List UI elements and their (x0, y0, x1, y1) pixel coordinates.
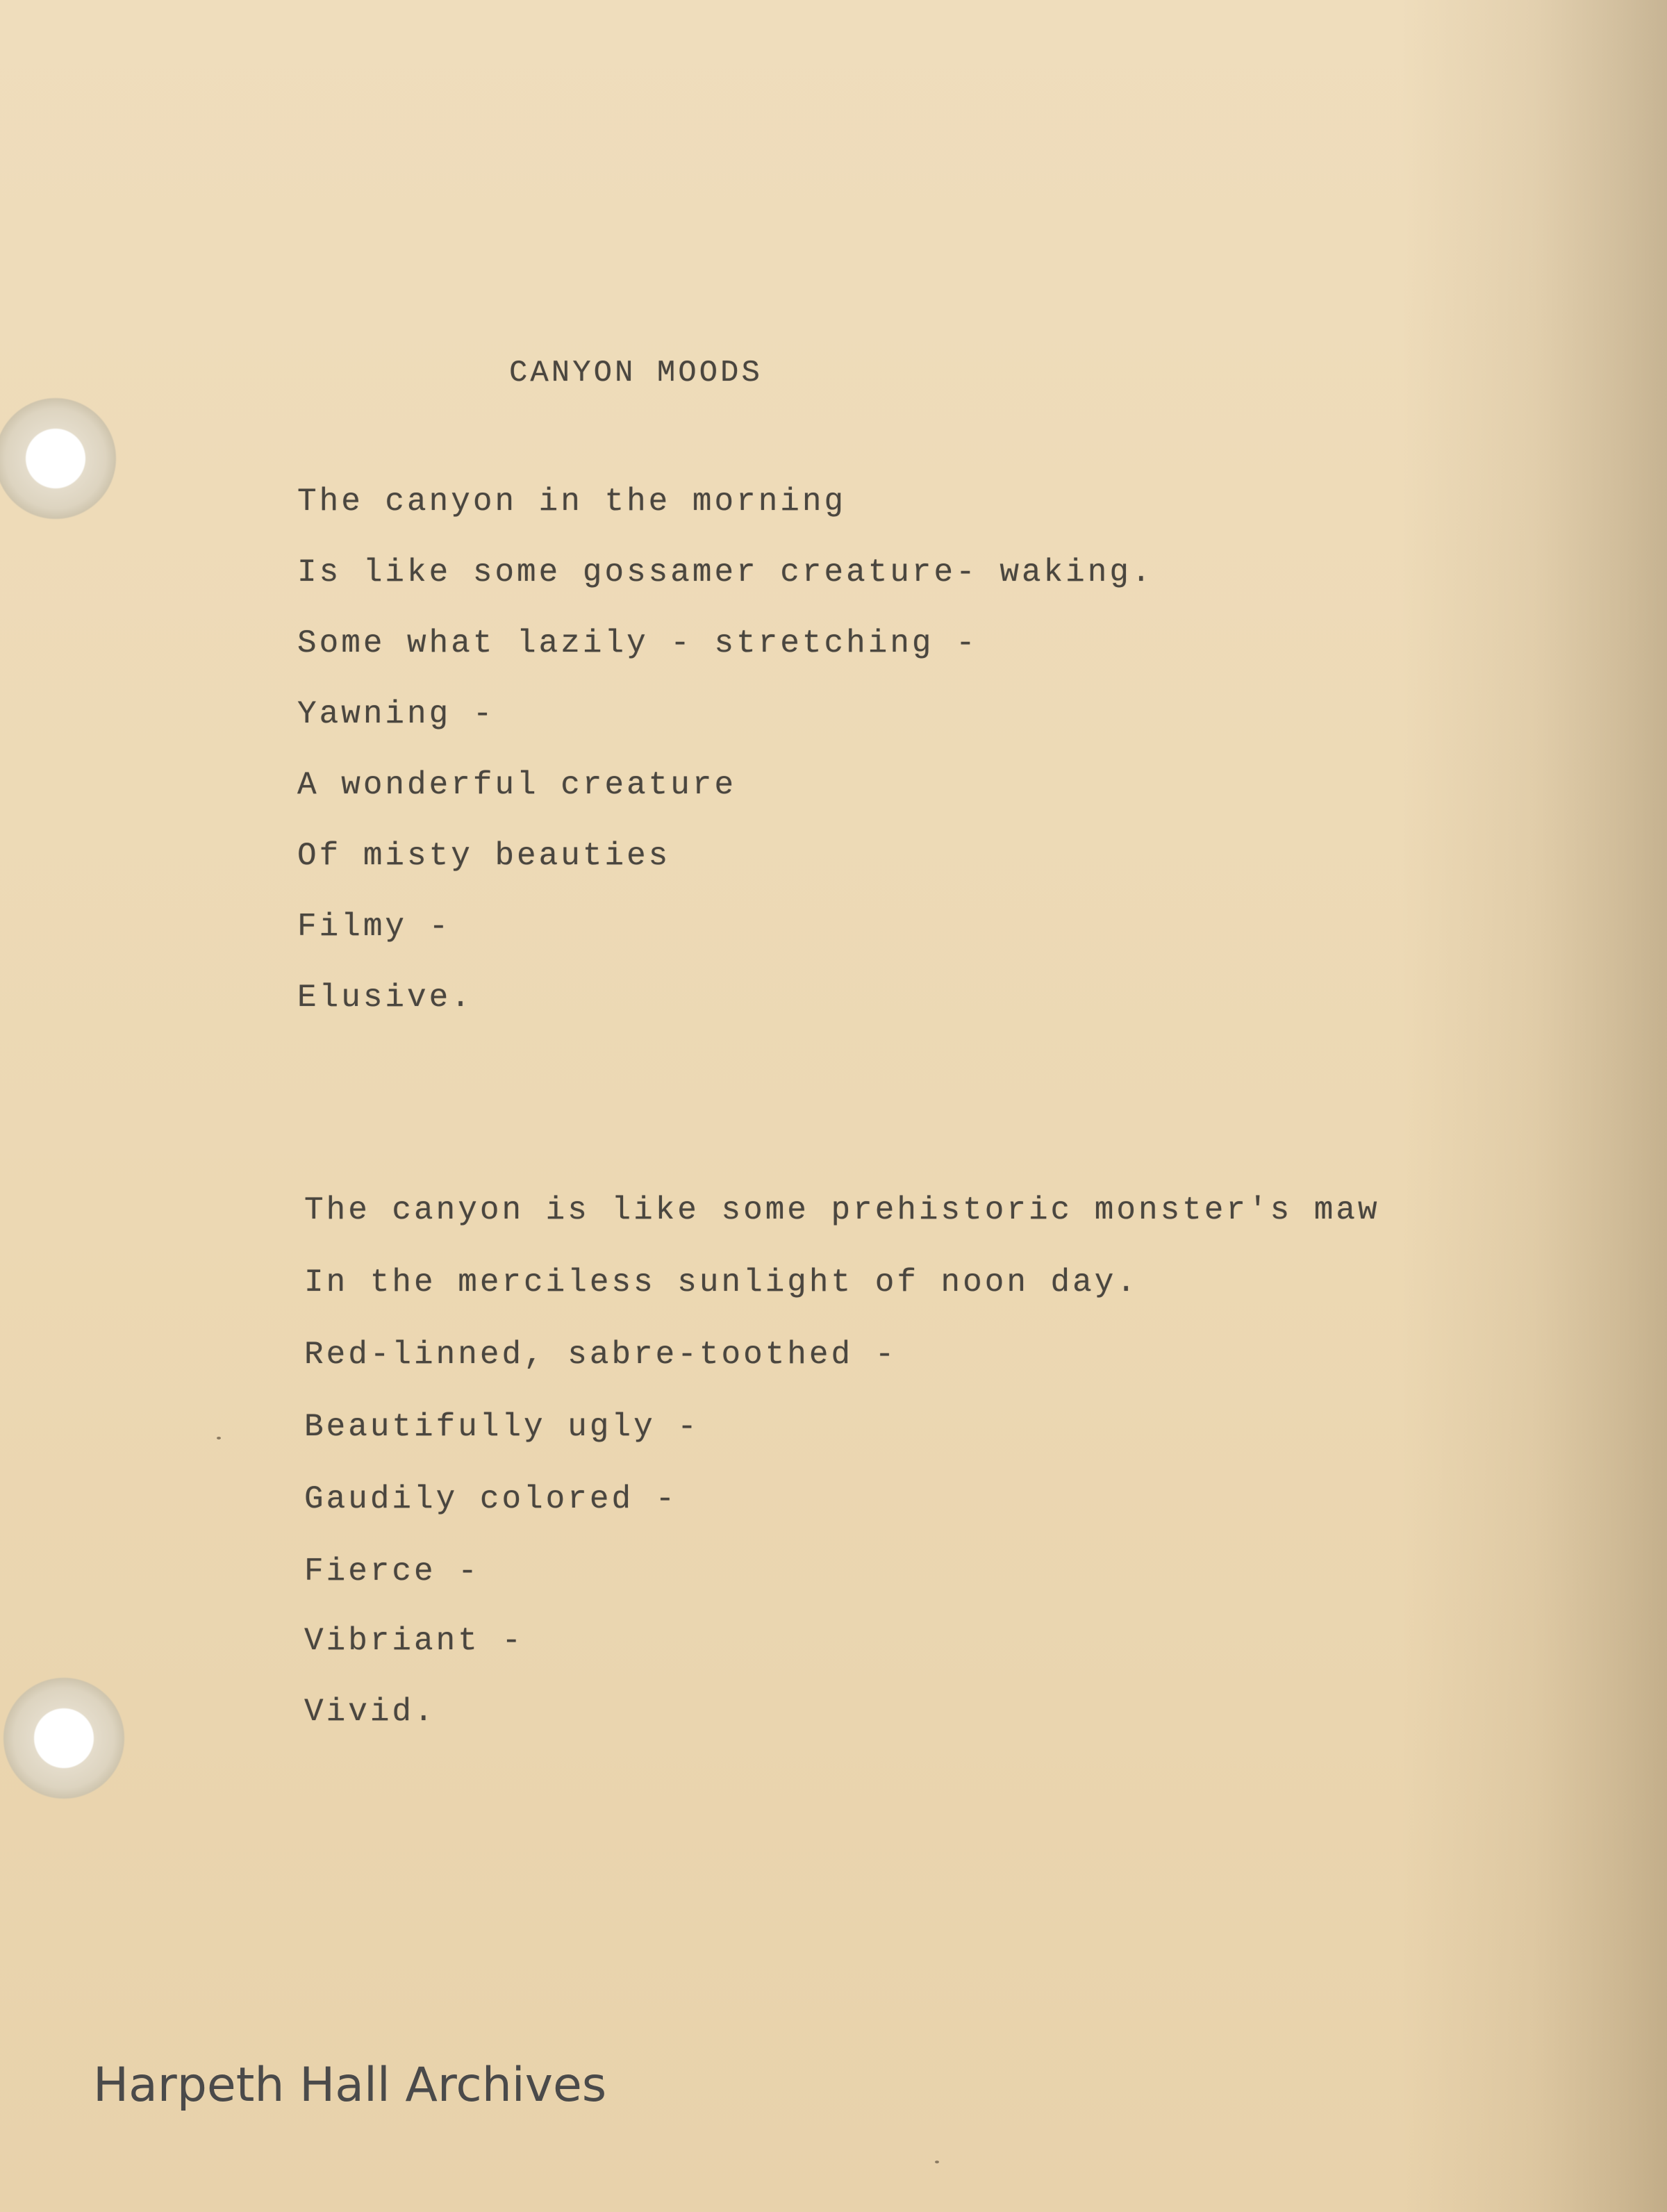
poem-line: Of misty beauties (297, 838, 671, 874)
archive-watermark: Harpeth Hall Archives (93, 2058, 607, 2113)
binder-hole-bottom (3, 1677, 125, 1799)
poem-line: Beautifully ugly - (304, 1409, 699, 1445)
poem-line: In the merciless sunlight of noon day. (304, 1264, 1138, 1301)
poem-line: The canyon is like some prehistoric monster's maw (304, 1192, 1380, 1228)
poem-line: Fierce - (304, 1553, 480, 1590)
poem-line: Vivid. (304, 1694, 436, 1730)
poem-line: Vibriant - (304, 1623, 524, 1659)
poem-line: The canyon in the morning (297, 484, 847, 520)
binder-hole-top (0, 397, 117, 520)
poem-title: CANYON MOODS (509, 356, 763, 390)
poem-line: Red-linned, sabre-toothed - (304, 1337, 897, 1373)
poem-line: Some what lazily - stretching - (297, 625, 978, 661)
poem-line: Gaudily colored - (304, 1481, 678, 1517)
poem-line: Filmy - (297, 909, 451, 945)
poem-line: Elusive. (297, 980, 473, 1016)
paper-speck (935, 2161, 939, 2163)
poem-line: A wonderful creature (297, 767, 737, 803)
poem-line: Is like some gossamer creature- waking. (297, 554, 1154, 591)
poem-line: Yawning - (297, 696, 495, 732)
paper-speck (217, 1437, 221, 1439)
